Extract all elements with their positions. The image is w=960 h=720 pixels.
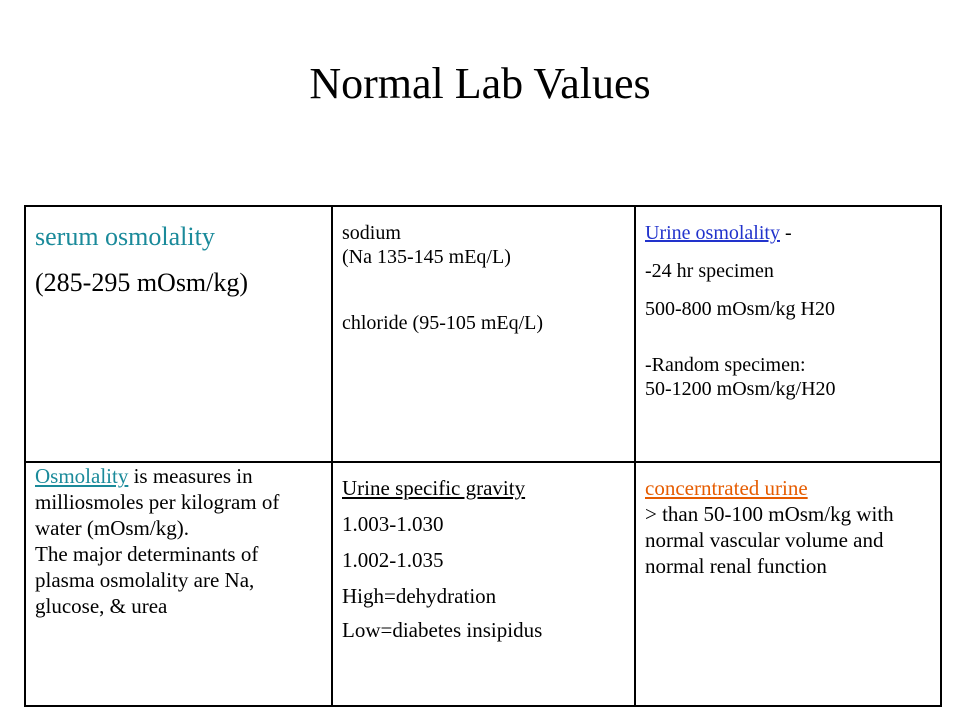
osmolality-determinants-text: The major determinants of plasma osmolality are Na, glucose, & urea	[35, 542, 259, 618]
urine-osmolality-cell	[635, 206, 941, 462]
serum-osmolality-heading: serum osmolality	[35, 222, 215, 251]
high-dehydration-text: High=dehydration	[342, 584, 497, 608]
lab-values-table	[24, 205, 942, 707]
osmolality-definition-text: is measures in milliosmoles per kilogram of water (mOsm/kg).	[35, 464, 280, 540]
low-diabetes-insipidus-text: Low=diabetes insipidus	[342, 618, 543, 642]
random-specimen-range: 50-1200 mOsm/kg/H20	[645, 378, 836, 400]
concentrated-urine-cell	[635, 462, 941, 706]
osmolality-definition-cell	[25, 462, 332, 706]
table-row	[25, 206, 941, 462]
sodium-range: (Na 135-145 mEq/L)	[342, 246, 511, 268]
sodium-label: sodium	[342, 222, 401, 244]
concentrated-urine-link[interactable]: concerntrated urine	[645, 476, 808, 500]
specific-gravity-range-1: 1.003-1.030	[342, 512, 444, 536]
concentrated-urine-text: > than 50-100 mOsm/kg with normal vascular volume and normal renal function	[645, 502, 894, 578]
24hr-specimen-label: -24 hr specimen	[645, 260, 774, 282]
osmolality-link[interactable]: Osmolality	[35, 464, 129, 488]
serum-osmolality-cell	[25, 206, 332, 462]
serum-osmolality-range: (285-295 mOsm/kg)	[35, 268, 249, 297]
page-title: Normal Lab Values	[309, 59, 651, 108]
table-row	[25, 462, 941, 706]
chloride-range: chloride (95-105 mEq/L)	[342, 312, 544, 334]
urine-specific-gravity-heading: Urine specific gravity	[342, 476, 526, 500]
specific-gravity-range-2: 1.002-1.035	[342, 548, 444, 572]
random-specimen-label: -Random specimen:	[645, 354, 806, 376]
24hr-specimen-range: 500-800 mOsm/kg H20	[645, 298, 835, 320]
urine-specific-gravity-cell	[332, 462, 635, 706]
electrolytes-cell	[332, 206, 635, 462]
urine-osmolality-suffix: -	[779, 222, 792, 244]
urine-osmolality-link[interactable]: Urine osmolality	[645, 222, 780, 244]
